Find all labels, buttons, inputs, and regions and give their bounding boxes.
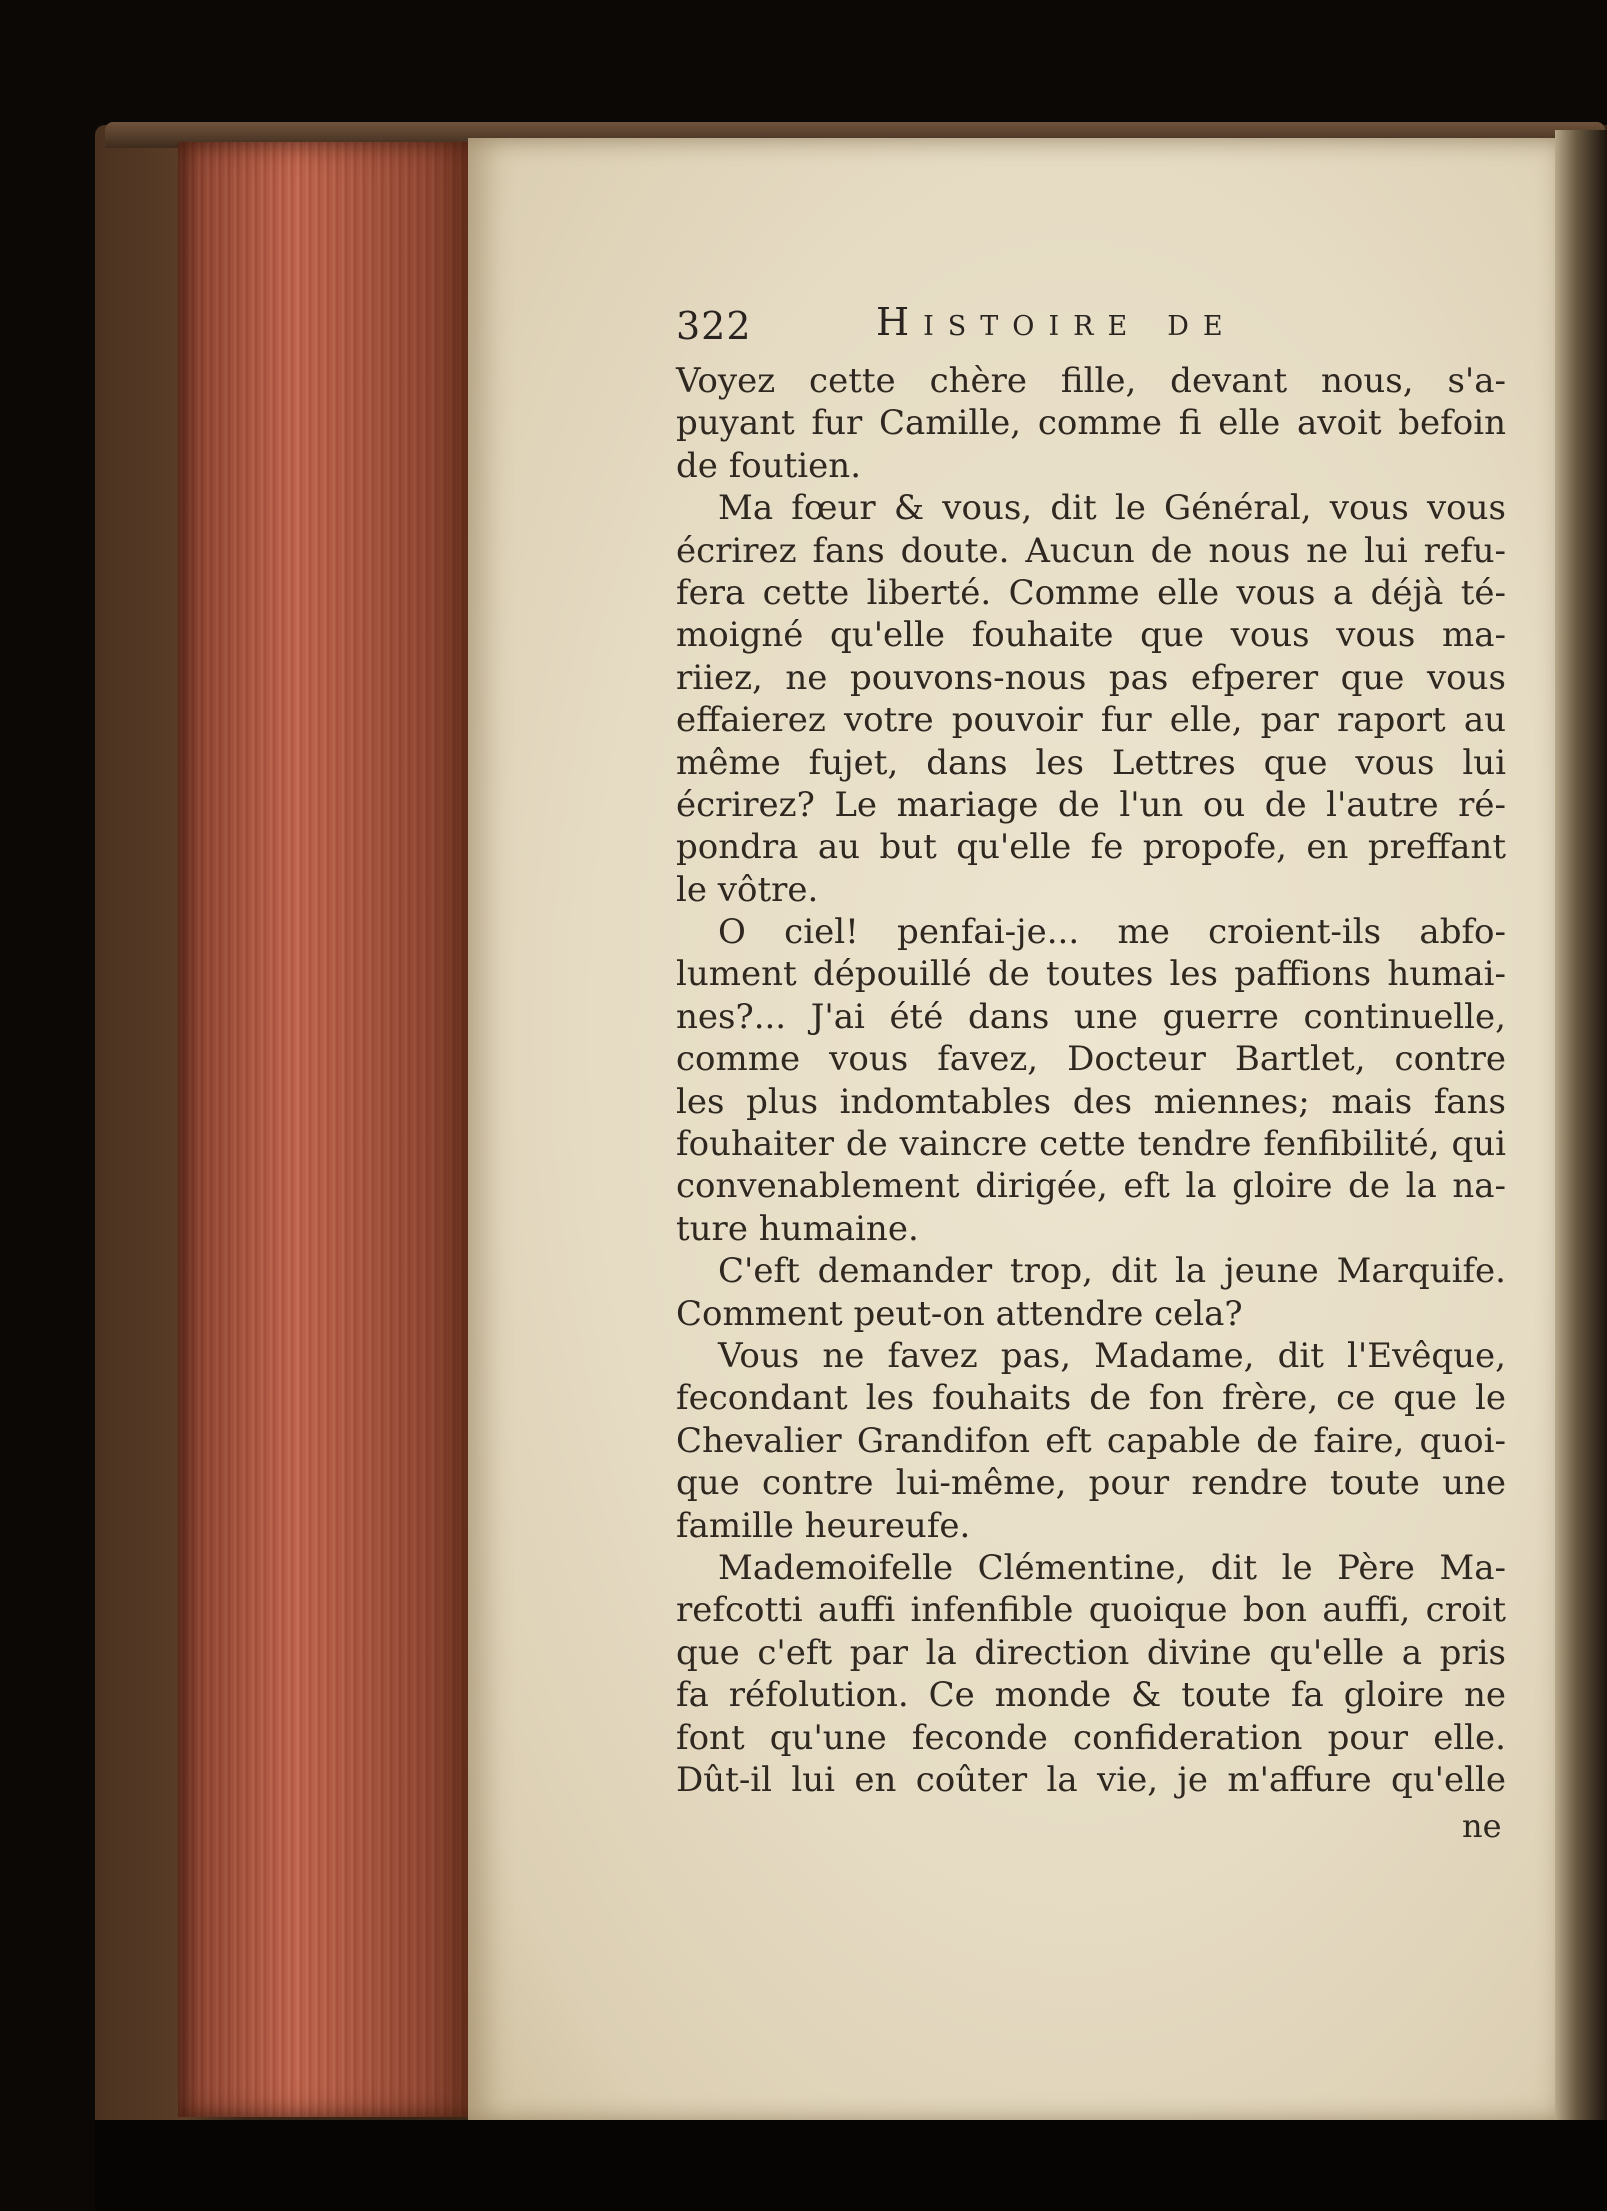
text-line: moigné qu'elle fouhaite que vous vous ma- bbox=[676, 615, 1506, 656]
text-line: famille heureufe. bbox=[676, 1505, 971, 1546]
text-line: fa réfolution. Ce monde & toute fa gloire ne bbox=[676, 1675, 1506, 1716]
text-line: de foutien. bbox=[676, 445, 862, 486]
page-header bbox=[676, 300, 1366, 350]
text-line: Chevalier Grandifon eft capable de faire, quoi- bbox=[676, 1420, 1506, 1461]
text-line: pondra au but qu'elle fe propofe, en preffant bbox=[676, 827, 1506, 868]
bottom-shadow bbox=[95, 2120, 1607, 2211]
text-line: Vous ne favez pas, Madame, dit l'Evêque, bbox=[718, 1335, 1506, 1376]
running-head: Histoire de bbox=[876, 300, 1237, 344]
text-line: fera cette liberté. Comme elle vous a déjà té- bbox=[676, 572, 1506, 613]
text-line: même fujet, dans les Lettres que vous lui bbox=[676, 742, 1506, 783]
text-line: Dût-il lui en coûter la vie, je m'affure qu'elle bbox=[676, 1759, 1506, 1800]
text-line: fecondant les fouhaits de fon frère, ce que le bbox=[676, 1378, 1506, 1419]
text-line: comme vous favez, Docteur Bartlet, contre bbox=[676, 1039, 1506, 1080]
text-line: font qu'une feconde confideration pour elle. bbox=[676, 1717, 1506, 1758]
text-line: nes?... J'ai été dans une guerre continuelle, bbox=[676, 996, 1506, 1037]
page-edge-shading bbox=[178, 142, 473, 2117]
text-line: écrirez fans doute. Aucun de nous ne lui refu- bbox=[676, 530, 1506, 571]
book-gutter bbox=[1555, 130, 1607, 2130]
text-line: O ciel! penfai-je... me croient-ils abfo- bbox=[718, 912, 1506, 953]
body-text bbox=[676, 360, 1506, 1801]
text-line: le vôtre. bbox=[676, 869, 819, 910]
text-line: Comment peut-on attendre cela? bbox=[676, 1293, 1243, 1334]
text-line: fouhaiter de vaincre cette tendre fenfibilité, qui bbox=[676, 1124, 1506, 1165]
catchword: ne bbox=[1462, 1807, 1502, 1845]
text-line: les plus indomtables des miennes; mais fans bbox=[676, 1081, 1506, 1122]
text-line: que c'eft par la direction divine qu'elle a pris bbox=[676, 1632, 1506, 1673]
text-line: puyant fur Camille, comme fi elle avoit befoin bbox=[676, 403, 1506, 444]
text-line: refcotti auffi infenfible quoique bon auffi, croit bbox=[676, 1590, 1506, 1631]
text-line: riiez, ne pouvons-nous pas efperer que vous bbox=[676, 657, 1506, 698]
text-line: que contre lui-même, pour rendre toute une bbox=[676, 1463, 1506, 1504]
text-line: ture humaine. bbox=[676, 1208, 919, 1249]
text-line: effaierez votre pouvoir fur elle, par raport au bbox=[676, 700, 1506, 741]
text-line: convenablement dirigée, eft la gloire de la na- bbox=[676, 1166, 1506, 1207]
text-line: lument dépouillé de toutes les paffions humai- bbox=[676, 954, 1506, 995]
text-line: Voyez cette chère fille, devant nous, s'a- bbox=[676, 361, 1506, 401]
text-line: Mademoifelle Clémentine, dit le Père Ma- bbox=[718, 1547, 1506, 1588]
text-line: écrirez? Le mariage de l'un ou de l'autre ré- bbox=[676, 784, 1506, 825]
text-line: C'eft demander trop, dit la jeune Marquife. bbox=[718, 1251, 1506, 1292]
page-number: 322 bbox=[676, 304, 752, 348]
text-line: Ma fœur & vous, dit le Général, vous vous bbox=[718, 488, 1506, 529]
